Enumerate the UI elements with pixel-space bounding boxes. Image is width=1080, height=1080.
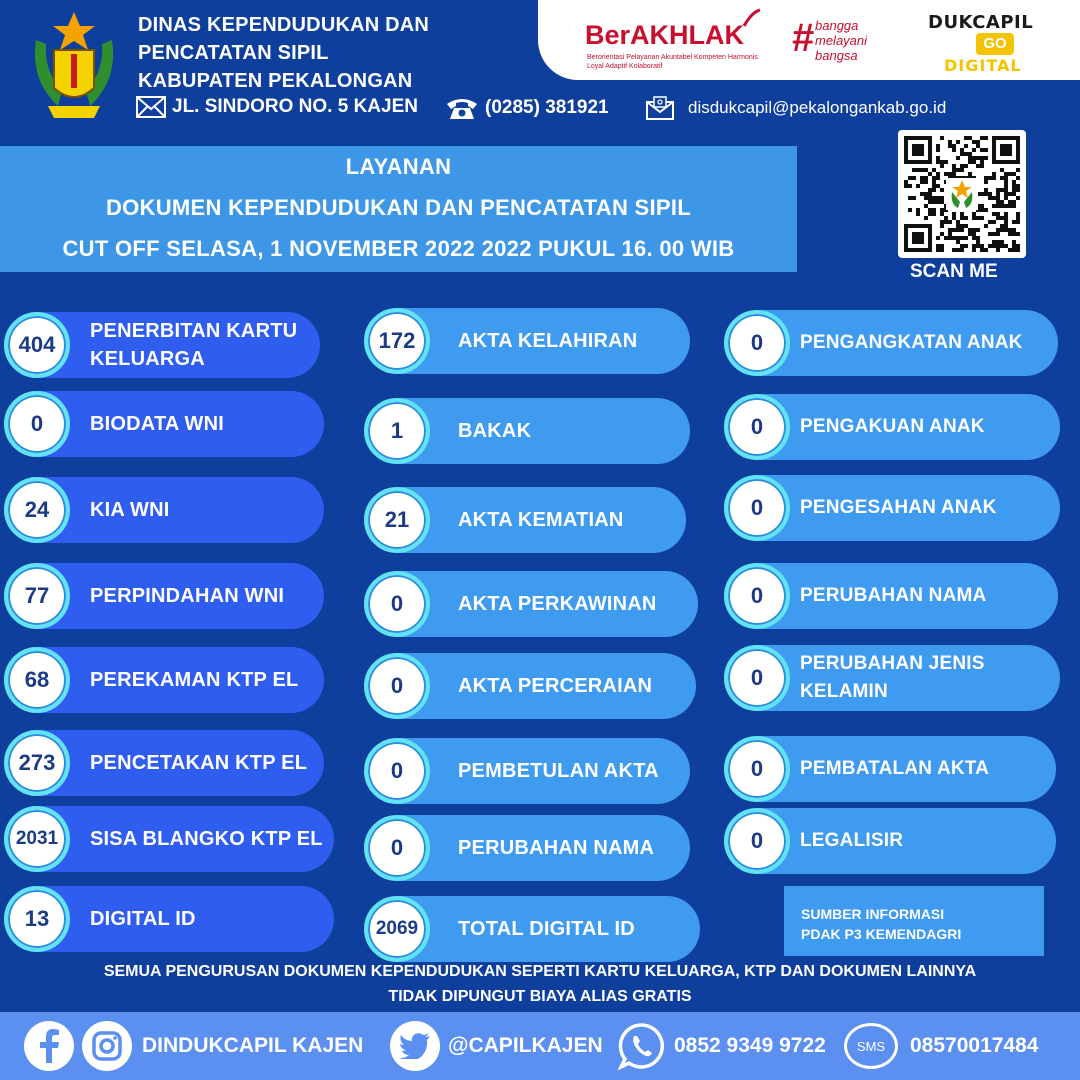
berakhlak-tagline: Berorientasi Pelayanan Akuntabel Kompeten Harmonis Loyal Adaptif Kolaboratif [587,54,758,70]
org-name-line-3: KABUPATEN PEKALONGAN [138,70,413,92]
service-count: 0 [364,571,430,637]
col2-service-item [400,738,690,804]
qr-code-icon [898,130,1026,258]
service-label: PENCETAKAN KTP EL [90,752,308,774]
service-label: PENERBITAN KARTU KELUARGA [90,320,298,370]
banner-line-1: LAYANAN [345,154,452,179]
whatsapp-link[interactable] [618,1014,826,1078]
service-label: SISA BLANGKO KTP EL [90,828,323,850]
col3-service-item [760,736,1056,802]
email-text: disdukcapil@pekalongankab.go.id [688,98,947,117]
qr-code[interactable] [898,130,1026,258]
scan-me-label: SCAN ME [910,261,998,282]
col1-service-item [30,312,320,378]
col2-service-item [400,487,686,553]
service-label: TOTAL DIGITAL ID [458,918,635,940]
service-count: 21 [364,487,430,553]
service-label: PERUBAHAN NAMA [800,585,987,606]
service-label: PEMBETULAN AKTA [458,760,659,782]
twitter-icon [390,1021,440,1071]
org-name-line-1: DINAS KEPENDUDUKAN DAN [138,14,430,36]
service-count: 1 [364,398,430,464]
service-count: 0 [724,475,790,541]
service-count: 172 [364,308,430,374]
col3-service-item [760,808,1056,874]
service-label: PEREKAMAN KTP EL [90,669,299,691]
service-count: 404 [4,312,70,378]
service-label: BAKAK [458,420,532,442]
dukcapil-logo-bottom: DIGITAL [944,56,1022,75]
bangga-line-1: bangga [815,18,859,33]
service-count: 0 [724,645,790,711]
berakhlak-swoosh-icon [742,8,762,28]
phone-icon [445,96,479,120]
col3-service-item [760,394,1060,460]
service-label: AKTA PERKAWINAN [458,593,657,615]
service-count: 0 [724,808,790,874]
service-label: AKTA KELAHIRAN [458,330,638,352]
col1-service-item [30,647,324,713]
service-label: AKTA PERCERAIAN [458,675,653,697]
free-service-note-line-1: SEMUA PENGURUSAN DOKUMEN KEPENDUDUKAN SEPERTI KARTU KELUARGA, KTP DAN DOKUMEN LAINNYA [103,963,977,980]
col2-service-item [400,398,690,464]
col2-service-item [400,815,690,881]
service-label: PENGAKUAN ANAK [800,416,985,437]
sms-icon [844,1023,898,1069]
col3-service-item [760,310,1058,376]
service-label: DIGITAL ID [90,908,196,930]
col3-service-item [760,475,1060,541]
dukcapil-logo-top: DUKCAPIL [928,12,1034,33]
service-label: PERUBAHAN JENIS KELAMIN [800,653,985,702]
service-count: 0 [364,653,430,719]
service-count: 13 [4,886,70,952]
service-label: PERPINDAHAN WNI [90,585,285,607]
col1-service-item [30,886,334,952]
service-label: PENGANGKATAN ANAK [800,332,1023,353]
col1-service-item [30,806,334,872]
phone-text: (0285) 381921 [485,97,609,118]
email-icon [646,96,674,120]
free-service-note-line-2: TIDAK DIPUNGUT BIAYA ALIAS GRATIS [388,988,692,1005]
col2-service-item [400,571,698,637]
col1-service-item [30,563,324,629]
service-count: 0 [364,815,430,881]
phone [445,96,609,120]
account-name: DINDUKCAPIL KAJEN [142,1034,364,1057]
instagram-icon [82,1021,132,1071]
whatsapp-number: 0852 9349 9722 [674,1034,826,1057]
service-label: LEGALISIR [800,830,904,851]
col2-service-item [400,653,696,719]
bangga-melayani-bangsa [815,18,867,63]
service-label: PEMBATALAN AKTA [800,758,990,779]
pekalongan-emblem-icon [28,10,120,122]
service-count: 0 [724,736,790,802]
service-count: 0 [364,738,430,804]
service-count: 77 [4,563,70,629]
instagram-link[interactable] [82,1014,363,1078]
sms-number: 08570017484 [910,1034,1039,1057]
service-count: 273 [4,730,70,796]
col1-service-item [30,477,324,543]
service-count: 0 [4,391,70,457]
service-count: 0 [724,563,790,629]
service-count: 24 [4,477,70,543]
col1-service-item [30,391,324,457]
dukcapil-logo-go: GO [976,33,1014,55]
berakhlak-logo: BerAKHLAK [585,20,745,50]
mail-icon [136,96,166,118]
twitter-link[interactable] [390,1014,603,1078]
col1-service-item [30,730,324,796]
service-count: 2031 [4,806,70,872]
col3-service-item [760,645,1060,711]
service-label: AKTA KEMATIAN [458,509,624,531]
address [136,96,418,118]
service-label: PERUBAHAN NAMA [458,837,655,859]
facebook-icon [24,1021,74,1071]
sms-link[interactable] [844,1014,1038,1078]
service-count: 68 [4,647,70,713]
whatsapp-icon [618,1022,666,1070]
col3-service-item [760,563,1058,629]
title-banner [0,146,797,272]
service-label: BIODATA WNI [90,413,225,435]
org-name-line-2: PENCATATAN SIPIL [138,42,329,64]
service-count: 2069 [364,896,430,962]
service-count: 0 [724,310,790,376]
bangga-hash: # [792,16,815,60]
service-label: PENGESAHAN ANAK [800,497,997,518]
sms-icon-text: SMS [856,1038,886,1054]
col2-service-item [400,896,700,962]
facebook-link[interactable] [24,1014,74,1078]
source-line-2: PDAK P3 KEMENDAGRI [801,926,962,942]
service-count: 0 [724,394,790,460]
bangga-line-3: bangsa [815,48,858,63]
source-info [784,886,1044,956]
service-label: KIA WNI [90,499,170,521]
email [646,96,946,120]
banner-line-3: CUT OFF SELASA, 1 NOVEMBER 2022 2022 PUKUL 16. 00 WIB [62,236,735,261]
banner-line-2: DOKUMEN KEPENDUDUKAN DAN PENCATATAN SIPIL [105,195,692,220]
col2-service-item [400,308,690,374]
bangga-line-2: melayani [815,33,868,48]
twitter-handle: @CAPILKAJEN [448,1034,603,1057]
address-text: JL. SINDORO NO. 5 KAJEN [172,96,418,117]
source-line-1: SUMBER INFORMASI [801,906,945,922]
